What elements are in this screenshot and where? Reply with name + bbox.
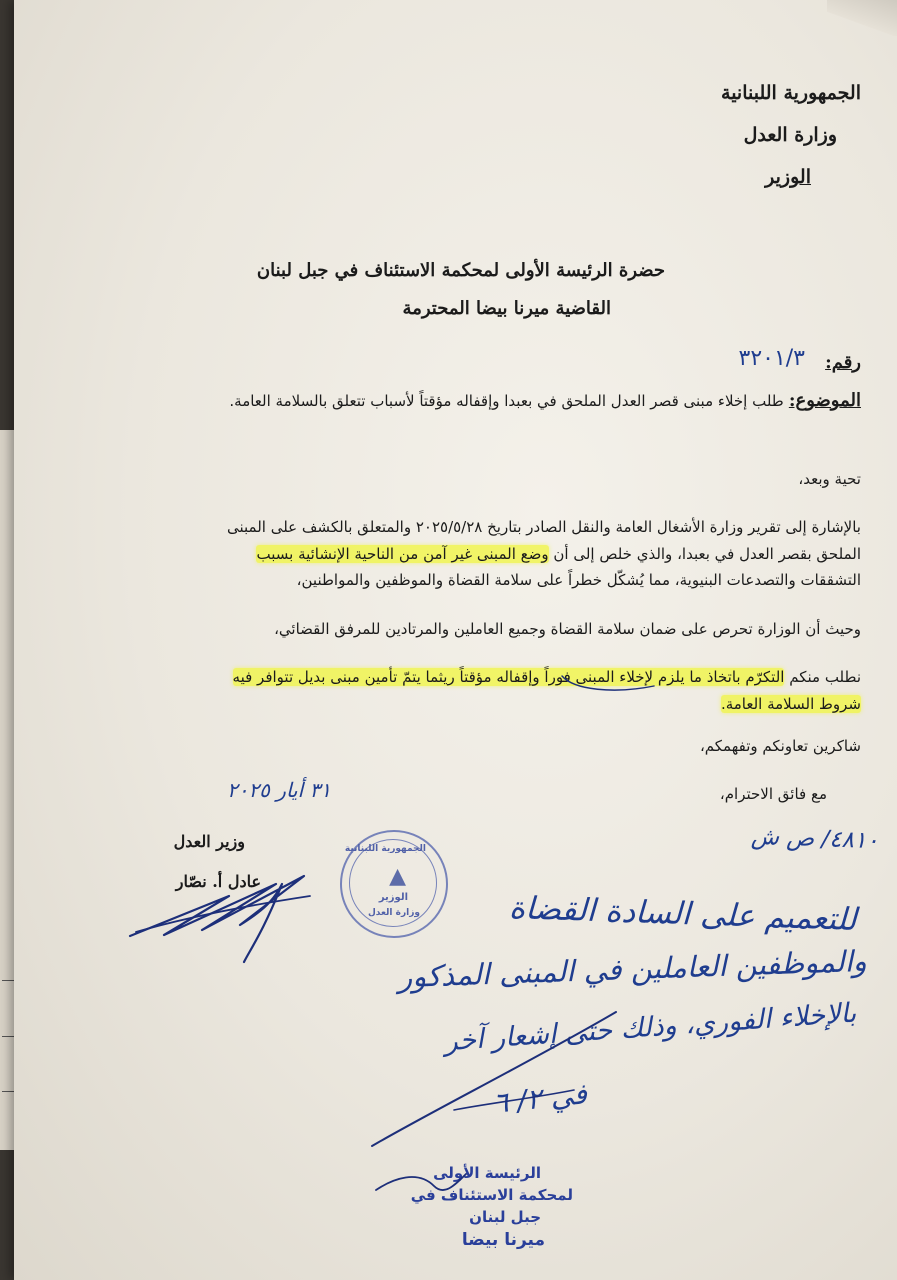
letterhead-ministry: وزارة العدل [743,124,837,146]
minister-signature-tail [136,896,310,932]
handwritten-line3: بالإخلاء الفوري، وذلك حتى إشعار آخر [443,997,858,1058]
cedar-icon: ▲ [389,864,406,889]
paragraph1-line3: التشققات والتصدعات البنيوية، مما يُشكّل خطراً على سلامة القضاة والموظفين والمواطنين، [296,571,861,589]
greeting: تحية وبعد، [798,470,861,488]
paragraph3-text: نطلب منكم [784,668,861,686]
court-stamp-signature [376,1174,466,1190]
addressee-line2: القاضية ميرنا بيضا المحترمة [402,298,611,319]
closing-line: مع فائق الاحترام، [719,785,827,803]
court-stamp-line1: الرئيسة الأولى [433,1164,541,1182]
paragraph1-line2-text: الملحق بقصر العدل في بعبدا، والذي خلص إلى أن [548,545,861,563]
paragraph1-highlight: وضع المبنى غير آمن من الناحية الإنشائية بسبب [256,545,549,563]
paragraph2: وحيث أن الوزارة تحرص على ضمان سلامة القضاة وجميع العاملين والمرتادين للمرفق القضائي، [274,620,861,638]
handwritten-date: ٣١ أيار ٢٠٢٥ [226,778,331,802]
reference-scribble [562,676,654,690]
reference-label: رقم: [825,352,861,373]
subject-label: الموضوع: [788,390,861,411]
minister-signature [130,876,304,962]
seal-bottom-text: وزارة العدل [367,908,420,918]
reference-number: ٣٢٠١/٣ [738,346,805,371]
handwritten-line2: والموظفين العاملين في المبنى المذكور [397,943,868,995]
seal-ring-text: الجمهورية اللبنانية [344,844,426,854]
signature-name: عادل أ. نصّار [175,872,261,891]
letterhead-office: الوزير [765,166,811,188]
court-stamp-line2: لمحكمة الاستئناف في [410,1186,573,1204]
ink-strokes [14,0,897,1280]
note-diagonal-line [372,1012,616,1146]
thanks-line: شاكرين تعاونكم وتفهمكم، [699,737,861,755]
letterhead-republic: الجمهورية اللبنانية [721,82,861,104]
paragraph3-highlight-2: شروط السلامة العامة. [720,695,861,713]
court-stamp-line3: جبل لبنان [469,1208,541,1226]
handwritten-line1: للتعميم على السادة القضاة [508,889,858,939]
signature-title: وزير العدل [173,832,245,851]
letter-page [14,0,897,1280]
seal-center-text: الوزير [378,892,408,903]
handwritten-line4: في ٢/ ٦ [491,1077,589,1120]
paragraph3-highlight: التكرّم باتخاذ ما يلزم لإخلاء المبنى فوراً وإقفاله مؤقتاً ريثما يتمّ تأمين مبنى بديل تتوافر فيه [232,668,785,686]
addressee-line1: حضرة الرئيسة الأولى لمحكمة الاستئناف في جبل لبنان [256,260,665,281]
note-underline [454,1090,574,1110]
paragraph1-line1: بالإشارة إلى تقرير وزارة الأشغال العامة والنقل الصادر بتاريخ ٢٠٢٥/٥/٢٨ والمتعلق بالكشف على المبنى [226,518,861,536]
handwritten-reference: ٤٨١٠/ ص ش [750,823,880,855]
court-stamp-line4: ميرنا بيضا [461,1230,545,1250]
subject-text: طلب إخلاء مبنى قصر العدل الملحق في بعبدا وإقفاله مؤقتاً لأسباب تتعلق بالسلامة العامة. [229,392,784,410]
